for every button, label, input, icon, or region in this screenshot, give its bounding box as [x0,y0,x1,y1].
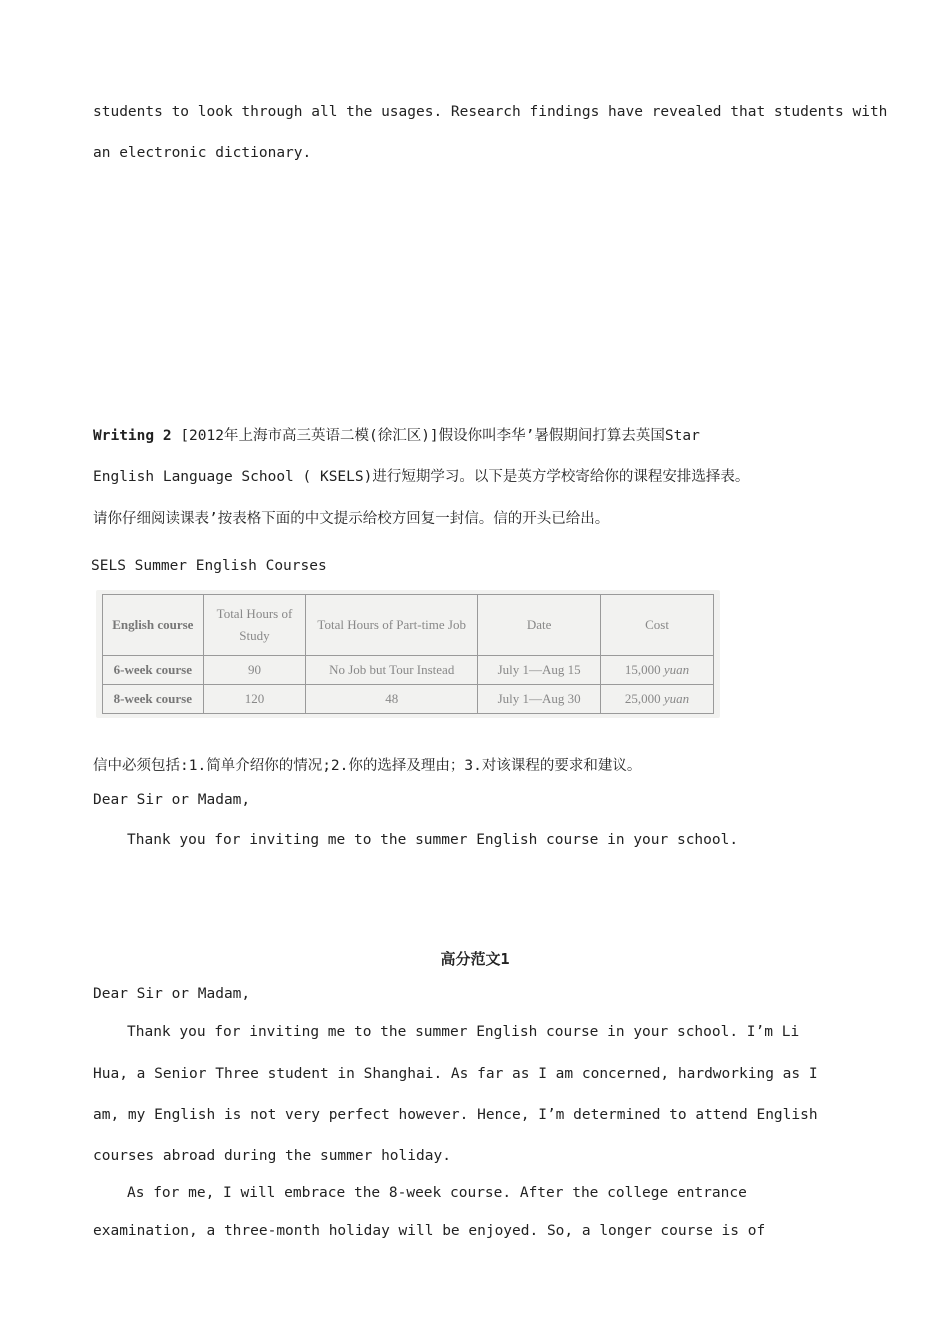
sample-line-text: Thank you for inviting me to the summer English course in your school. I’m Li [127,1024,800,1040]
paragraph-line: students to look through all the usages. Research findings have revealed that students with [93,104,888,120]
header-cell: Total Hours of Study [203,595,306,656]
requirements-text: 信中必须包括:1.简单介绍你的情况;2.你的选择及理由；3.对该课程的要求和建议。 [93,758,642,774]
sample-greeting: Dear Sir or Madam, [93,986,251,1002]
table-row [103,685,714,714]
cost-amount: 15,000 [624,662,661,677]
course-table-image [96,590,720,718]
header-cell: Total Hours of Part-time Job [306,595,478,656]
sample-line: As for me, I will embrace the 8-week course. After the college entrance [127,1185,747,1201]
writing-prompt-line: 请你仔细阅读课表’按表格下面的中文提示给校方回复一封信。信的开头已给出。 [93,511,610,527]
sample-line: examination, a three-month holiday will be enjoyed. So, a longer course is of [93,1223,766,1239]
letter-first-line: Thank you for inviting me to the summer English course in your school. [127,832,739,848]
table-cell: 48 [306,685,478,714]
writing-prompt-line: English Language School ( KSELS)进行短期学习。以下是英方学校寄给你的课程安排选择表。 [93,469,750,485]
writing-label: Writing 2 [93,428,172,444]
table-cell: 8-week course [103,685,204,714]
table-cell [601,656,714,685]
sample-title: 高分范文1 [440,950,510,968]
header-cell: Cost [601,595,714,656]
table-row [103,656,714,685]
header-cell: Date [478,595,601,656]
table-cell [601,685,714,714]
cost-unit: yuan [663,691,690,706]
cost-unit: yuan [663,662,690,677]
paragraph-line: an electronic dictionary. [93,145,312,161]
table-cell: 90 [203,656,306,685]
writing-prompt-text: [2012年上海市高三英语二模(徐汇区)]假设你叫李华’暑假期间打算去英国Star [180,428,700,444]
letter-greeting: Dear Sir or Madam, [93,792,251,808]
sample-line: am, my English is not very perfect however. Hence, I’m determined to attend English [93,1107,818,1123]
header-cell: English course [103,595,204,656]
table-cell: 6-week course [103,656,204,685]
sample-line: Hua, a Senior Three student in Shanghai. As far as I am concerned, hardworking as I [93,1066,818,1082]
sample-line: courses abroad during the summer holiday. [93,1148,451,1164]
table-caption: SELS Summer English Courses [91,558,327,574]
table-header-row [103,595,714,656]
writing-prompt-line [93,424,700,445]
table-cell: July 1—Aug 15 [478,656,601,685]
sample-line [127,1024,809,1040]
course-table [102,594,714,714]
table-cell: 120 [203,685,306,714]
table-cell: No Job but Tour Instead [306,656,478,685]
table-cell: July 1—Aug 30 [478,685,601,714]
cost-amount: 25,000 [624,691,661,706]
